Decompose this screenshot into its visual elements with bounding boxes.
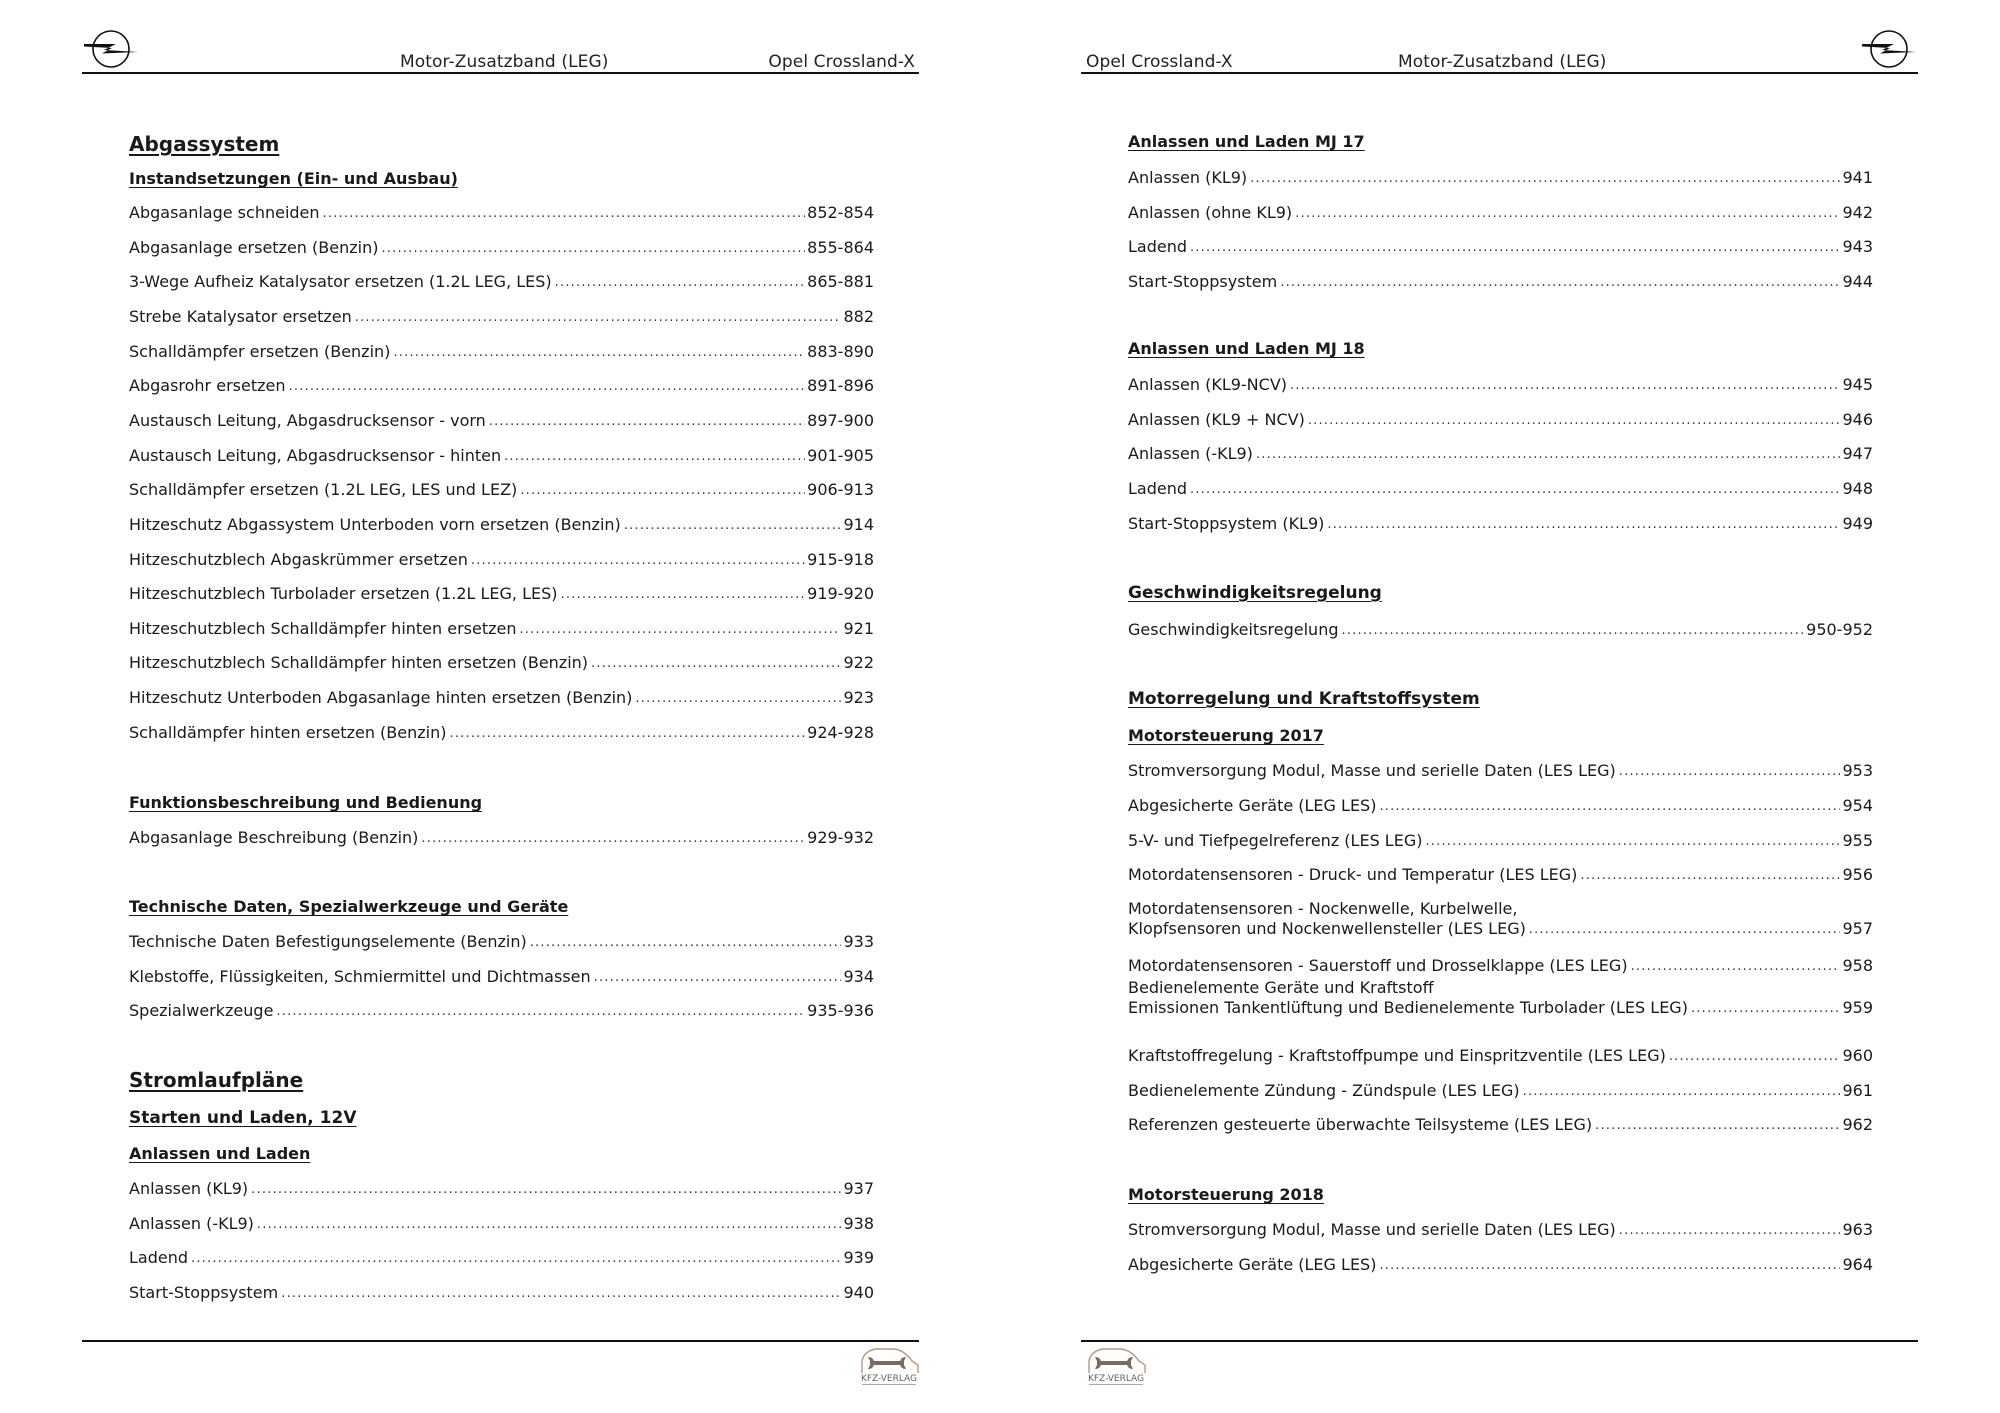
kfz-verlag-logo-icon [854, 1343, 924, 1387]
toc-entry-title: Ladend [129, 1248, 189, 1267]
dot-leader [1342, 622, 1805, 640]
toc-entry-title: Anlassen (KL9) [1128, 168, 1248, 187]
subsection-heading: Anlassen und Laden MJ 17 [1128, 132, 1365, 151]
toc-page-number: 949 [1842, 513, 1873, 533]
toc-entry-title: Abgesicherte Geräte (LEG LES) [1128, 1255, 1377, 1274]
toc-page-number: 958 [1842, 956, 1873, 975]
dot-leader [288, 378, 805, 396]
toc-page-number: 946 [1842, 409, 1873, 429]
toc-entry-title: Klebstoffe, Flüssigkeiten, Schmiermittel und Dichtmassen [129, 966, 591, 986]
toc-page-number: 919-920 [807, 584, 874, 604]
toc-entry[interactable] [129, 376, 874, 396]
toc-entry[interactable] [129, 238, 874, 258]
dot-leader [1295, 205, 1840, 223]
dot-leader [355, 309, 842, 327]
dot-leader [489, 413, 805, 431]
toc-entry[interactable] [1128, 1081, 1873, 1101]
toc-page-number: 914 [843, 514, 874, 534]
toc-entry-title: Anlassen (-KL9) [1128, 444, 1253, 463]
toc-entry[interactable] [1128, 514, 1873, 534]
svg-text:KFZ-VERLAG: KFZ-VERLAG [860, 1374, 918, 1384]
toc-entry-title: Hitzeschutz Abgassystem Unterboden vorn ersetzen (Benzin) [129, 514, 621, 534]
page-header [82, 0, 919, 74]
dot-leader [530, 934, 842, 952]
toc-entry[interactable] [129, 1283, 874, 1303]
toc-entry[interactable] [129, 1179, 874, 1199]
dot-leader [504, 448, 805, 466]
dot-leader [1327, 516, 1840, 534]
toc-entry[interactable] [129, 272, 874, 292]
toc-entry[interactable] [1128, 410, 1873, 430]
toc-page-number: 957 [1842, 919, 1873, 938]
toc-entry-title: Spezialwerkzeuge [129, 1001, 274, 1020]
toc-entry[interactable] [1128, 796, 1873, 816]
subsection-heading: Funktionsbeschreibung und Bedienung [129, 793, 483, 812]
toc-entry[interactable] [1128, 978, 1873, 1018]
kfz-verlag-logo-icon [1081, 1343, 1151, 1387]
toc-entry-title: Stromversorgung Modul, Masse und serielle Daten (LES LEG) [1128, 1220, 1616, 1239]
toc-entry-title: Klopfsensoren und Nockenwellensteller (LES LEG) [1128, 919, 1526, 938]
toc-page-number: 852-854 [807, 203, 874, 222]
toc-entry[interactable] [1128, 444, 1873, 464]
toc-page-number: 941 [1842, 168, 1873, 187]
toc-page-number: 891-896 [807, 376, 874, 396]
toc-entry-title: Technische Daten Befestigungselemente (Benzin) [129, 932, 527, 951]
toc-entry[interactable] [129, 446, 874, 466]
dot-leader [520, 621, 842, 639]
toc-page-number: 901-905 [807, 445, 874, 465]
dot-leader [591, 655, 841, 673]
svg-text:KFZ-VERLAG: KFZ-VERLAG [1087, 1374, 1145, 1384]
toc-entry-title: Anlassen (KL9) [129, 1179, 249, 1198]
toc-entry[interactable] [129, 1248, 874, 1268]
dot-leader [1256, 446, 1841, 464]
dot-leader [191, 1250, 841, 1268]
opel-blitz-logo-icon [1860, 28, 1918, 70]
toc-entry[interactable] [129, 342, 874, 362]
toc-page-number: 960 [1842, 1046, 1873, 1065]
toc-entry[interactable] [129, 584, 874, 604]
toc-entry-title: 5-V- und Tiefpegelreferenz (LES LEG) [1128, 830, 1423, 850]
header-book-title: Motor-Zusatzband (LEG) [1398, 52, 1607, 72]
toc-entry-title: Hitzeschutzblech Abgaskrümmer ersetzen [129, 549, 468, 569]
toc-page-number: 883-890 [807, 341, 874, 361]
toc-entry[interactable] [1128, 272, 1873, 292]
toc-page-number: 953 [1842, 761, 1873, 780]
toc-page-number: 924-928 [807, 722, 874, 742]
toc-entry-title: Ladend [1128, 479, 1188, 498]
opel-blitz-logo-icon [82, 28, 140, 70]
dot-leader [1619, 1222, 1841, 1240]
toc-page-number: 942 [1842, 202, 1873, 222]
toc-entry-title: Anlassen (KL9-NCV) [1128, 375, 1288, 394]
toc-entry-title: Emissionen Tankentlüftung und Bedienelemente Turbolader (LES LEG) [1128, 998, 1688, 1017]
dot-leader [561, 586, 806, 604]
toc-entry[interactable] [129, 723, 874, 743]
toc-page-number: 964 [1842, 1255, 1873, 1274]
toc-page-number: 947 [1842, 444, 1873, 463]
toc-entry-title: Anlassen (-KL9) [129, 1213, 254, 1233]
toc-page-number: 948 [1842, 479, 1873, 498]
toc-entry-title: Schalldämpfer hinten ersetzen (Benzin) [129, 722, 447, 742]
toc-entry[interactable] [1128, 899, 1873, 939]
toc-entry-title: Motordatensensoren - Sauerstoff und Drosselklappe (LES LEG) [1128, 956, 1628, 975]
dot-leader [1190, 481, 1840, 499]
subsection-heading: Motorsteuerung 2017 [1128, 726, 1324, 745]
toc-page-number: 937 [843, 1179, 874, 1198]
dot-leader [276, 1003, 805, 1021]
dot-leader [555, 274, 805, 292]
section-heading: Motorregelung und Kraftstoffsystem [1128, 689, 1480, 709]
section-heading: Stromlaufpläne [129, 1068, 304, 1092]
dot-leader [1190, 239, 1840, 257]
dot-leader [323, 205, 806, 223]
dot-leader [393, 344, 805, 362]
toc-entry-title: Hitzeschutzblech Schalldämpfer hinten ersetzen [129, 618, 517, 638]
toc-page-number: 882 [843, 306, 874, 326]
toc-page-number: 923 [843, 688, 874, 708]
toc-entry[interactable] [1128, 831, 1873, 851]
toc-page-number: 950-952 [1806, 620, 1873, 639]
dot-leader [251, 1181, 841, 1199]
dot-leader [594, 969, 842, 987]
subsection-heading: Motorsteuerung 2018 [1128, 1185, 1324, 1204]
dot-leader [1619, 763, 1841, 781]
toc-entry[interactable] [129, 203, 874, 223]
toc-page-number: 959 [1842, 998, 1873, 1017]
toc-entry-title: Ladend [1128, 237, 1188, 256]
dot-leader [281, 1285, 841, 1303]
toc-entry-title: Motordatensensoren - Druck- und Temperatur (LES LEG) [1128, 865, 1578, 884]
toc-entry-title: Start-Stoppsystem [1128, 272, 1278, 291]
dot-leader [1523, 1083, 1841, 1101]
toc-entry[interactable] [1128, 1255, 1873, 1275]
toc-entry-title: Abgasanlage schneiden [129, 203, 320, 222]
dot-leader [449, 725, 805, 743]
dot-leader [257, 1216, 842, 1234]
toc-entry-title: Schalldämpfer ersetzen (Benzin) [129, 341, 391, 361]
dot-leader [1250, 170, 1840, 188]
toc-page-number: 961 [1842, 1080, 1873, 1100]
toc-page-number: 938 [843, 1213, 874, 1233]
dot-leader [520, 482, 805, 500]
toc-page-number: 945 [1842, 375, 1873, 394]
dot-leader [1290, 377, 1840, 395]
toc-entry-title: Hitzeschutzblech Schalldämpfer hinten ersetzen (Benzin) [129, 653, 589, 673]
subsection-heading: Instandsetzungen (Ein- und Ausbau) [129, 169, 458, 188]
dot-leader [1308, 412, 1841, 430]
toc-entry-title: Start-Stoppsystem (KL9) [1128, 513, 1325, 533]
toc-page-number: 865-881 [807, 272, 874, 292]
toc-page-number: 915-918 [807, 549, 874, 569]
toc-page-number: 963 [1842, 1220, 1873, 1239]
toc-entry-title-line1: Motordatensensoren - Nockenwelle, Kurbelwelle, [1128, 899, 1518, 918]
toc-entry[interactable] [129, 828, 874, 848]
toc-entry-title: Start-Stoppsystem [129, 1283, 279, 1302]
toc-entry[interactable] [1128, 203, 1873, 223]
section-heading: Geschwindigkeitsregelung [1128, 583, 1382, 603]
subsection-heading: Technische Daten, Spezialwerkzeuge und Geräte [129, 897, 569, 916]
toc-entry-title: Abgasanlage ersetzen (Benzin) [129, 237, 379, 257]
toc-entry-title: Austausch Leitung, Abgasdrucksensor - vorn [129, 410, 486, 430]
toc-entry[interactable] [1128, 1046, 1873, 1066]
dot-leader [624, 517, 842, 535]
toc-entry-title: Anlassen (ohne KL9) [1128, 202, 1293, 222]
dot-leader [1379, 798, 1840, 816]
toc-entry-title: Abgesicherte Geräte (LEG LES) [1128, 796, 1377, 815]
toc-page-number: 954 [1842, 796, 1873, 815]
toc-entry[interactable] [1128, 479, 1873, 499]
toc-page-number: 956 [1842, 865, 1873, 884]
toc-entry[interactable] [1128, 375, 1873, 395]
left-page [82, 0, 919, 1413]
toc-page-number: 855-864 [807, 237, 874, 257]
toc-page-number: 935-936 [807, 1001, 874, 1020]
dot-leader [1631, 958, 1841, 976]
toc-entry-title-line1: Bedienelemente Geräte und Kraftstoff [1128, 978, 1434, 997]
dot-leader [421, 830, 805, 848]
toc-entry[interactable] [129, 653, 874, 673]
toc-entry[interactable] [1128, 1220, 1873, 1240]
toc-entry[interactable] [129, 307, 874, 327]
toc-entry-title: Referenzen gesteuerte überwachte Teilsysteme (LES LEG) [1128, 1115, 1593, 1134]
toc-page-number: 955 [1842, 830, 1873, 850]
toc-entry[interactable] [129, 480, 874, 500]
toc-entry[interactable] [1128, 1115, 1873, 1135]
toc-entry-title: Bedienelemente Zündung - Zündspule (LES LEG) [1128, 1080, 1520, 1100]
dot-leader [1425, 833, 1840, 851]
toc-entry[interactable] [1128, 237, 1873, 257]
toc-entry[interactable] [129, 550, 874, 570]
dot-leader [1595, 1117, 1840, 1135]
toc-page-number: 944 [1842, 272, 1873, 291]
toc-entry-title: Abgasanlage Beschreibung (Benzin) [129, 828, 419, 847]
dot-leader [1580, 867, 1840, 885]
toc-page-number: 934 [843, 966, 874, 986]
toc-page-number: 940 [843, 1283, 874, 1302]
toc-entry[interactable] [129, 619, 874, 639]
footer-rule [1081, 1340, 1918, 1342]
footer-rule [82, 1340, 919, 1342]
toc-page-number: 933 [843, 932, 874, 951]
dot-leader [1280, 274, 1840, 292]
page-header [1081, 0, 1918, 74]
dot-leader [1691, 1000, 1841, 1018]
dot-leader [635, 690, 841, 708]
toc-entry[interactable] [129, 688, 874, 708]
toc-entry[interactable] [129, 1214, 874, 1234]
toc-entry[interactable] [129, 932, 874, 952]
toc-entry[interactable] [129, 515, 874, 535]
toc-entry[interactable] [129, 967, 874, 987]
toc-page-number: 962 [1842, 1115, 1873, 1134]
toc-entry[interactable] [1128, 865, 1873, 885]
subsection-heading: Anlassen und Laden MJ 18 [1128, 339, 1365, 358]
toc-page-number: 939 [843, 1248, 874, 1267]
dot-leader [381, 240, 805, 258]
toc-entry-title: Abgasrohr ersetzen [129, 376, 286, 396]
subsection-heading: Starten und Laden, 12V [129, 1108, 357, 1128]
dot-leader [471, 552, 805, 570]
toc-entry[interactable] [1128, 956, 1873, 976]
toc-entry-title: Austausch Leitung, Abgasdrucksensor - hinten [129, 445, 502, 465]
toc-page-number: 943 [1842, 237, 1873, 256]
subsection-heading: Anlassen und Laden [129, 1144, 311, 1163]
toc-entry[interactable] [1128, 620, 1873, 640]
toc-page-number: 897-900 [807, 410, 874, 430]
header-book-title: Motor-Zusatzband (LEG) [400, 52, 609, 72]
toc-page-number: 906-913 [807, 480, 874, 500]
toc-entry[interactable] [129, 411, 874, 431]
section-heading: Abgassystem [129, 132, 280, 156]
toc-entry-title: 3-Wege Aufheiz Katalysator ersetzen (1.2L LEG, LES) [129, 272, 552, 292]
toc-entry[interactable] [129, 1001, 874, 1021]
toc-entry-title: Kraftstoffregelung - Kraftstoffpumpe und Einspritzventile (LES LEG) [1128, 1046, 1666, 1065]
toc-page-number: 922 [843, 653, 874, 673]
toc-entry[interactable] [1128, 168, 1873, 188]
dot-leader [1669, 1048, 1841, 1066]
toc-entry[interactable] [1128, 761, 1873, 781]
toc-entry-title: Hitzeschutz Unterboden Abgasanlage hinten ersetzen (Benzin) [129, 688, 633, 708]
toc-entry-title: Anlassen (KL9 + NCV) [1128, 409, 1305, 429]
dot-leader [1529, 921, 1841, 939]
header-vehicle-model: Opel Crossland-X [768, 52, 915, 72]
toc-entry-title: Stromversorgung Modul, Masse und serielle Daten (LES LEG) [1128, 761, 1616, 780]
dot-leader [1379, 1257, 1840, 1275]
header-vehicle-model: Opel Crossland-X [1086, 52, 1233, 72]
toc-entry-title: Geschwindigkeitsregelung [1128, 620, 1339, 639]
right-page [1081, 0, 1918, 1413]
toc-entry-title: Schalldämpfer ersetzen (1.2L LEG, LES und LEZ) [129, 480, 518, 500]
toc-page-number: 929-932 [807, 828, 874, 847]
toc-entry-title: Hitzeschutzblech Turbolader ersetzen (1.2L LEG, LES) [129, 584, 558, 604]
toc-entry-title: Strebe Katalysator ersetzen [129, 306, 352, 326]
toc-page-number: 921 [843, 618, 874, 638]
